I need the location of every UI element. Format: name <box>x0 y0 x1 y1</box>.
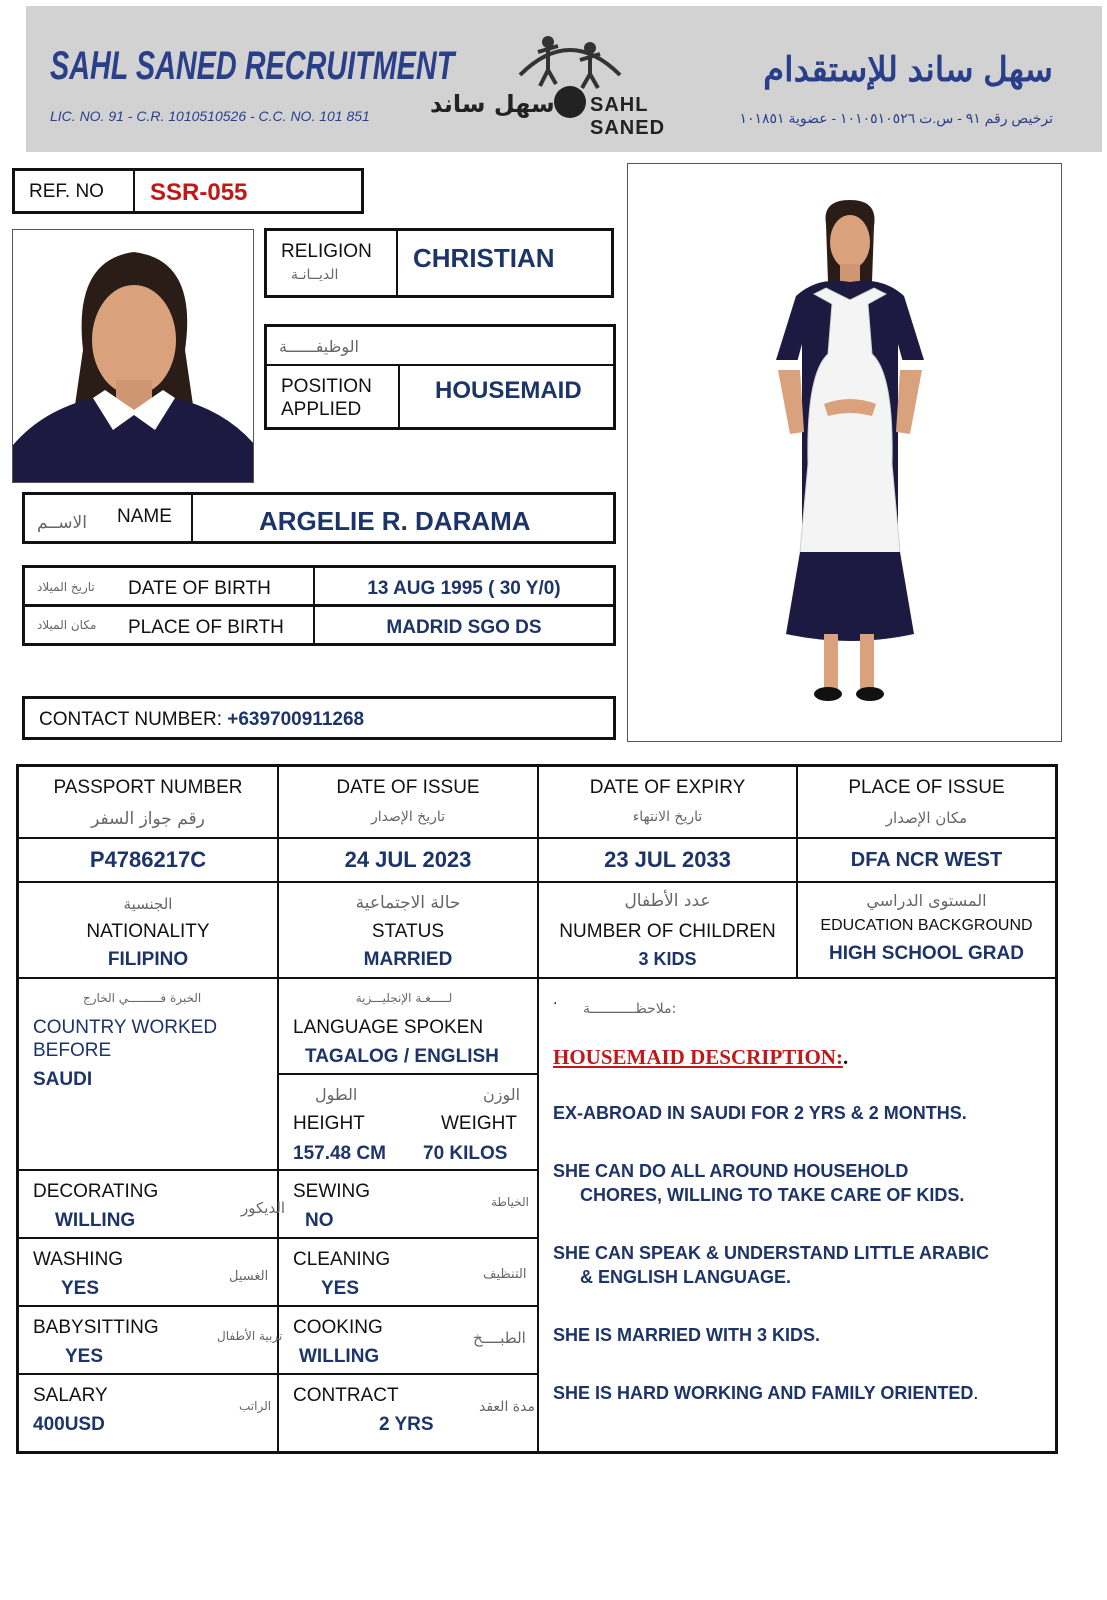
description-heading: HOUSEMAID DESCRIPTION:. <box>553 1045 849 1069</box>
skill-label-ar-decorating: الديكور <box>241 1199 286 1217</box>
skill-label-cleaning: CLEANING <box>293 1249 391 1270</box>
contact-number: +639700911268 <box>221 709 365 730</box>
skill-label-ar-cleaning: التنظيف <box>483 1267 527 1282</box>
skill-label-ar-cooking: الطبــــخ <box>473 1329 526 1347</box>
expiry-date: 23 JUL 2033 <box>604 847 731 872</box>
height-value: 157.48 CM <box>293 1143 386 1164</box>
nationality-label: NATIONALITY <box>86 921 210 942</box>
status-label-ar: حالة الاجتماعية <box>355 893 461 913</box>
company-name-en: SAHL SANED RECRUITMENT <box>50 44 455 88</box>
pob-value: MADRID SGO DS <box>386 617 542 638</box>
place-of-issue-label-ar: مكان الإصدار <box>885 809 968 827</box>
description-line-5: & ENGLISH LANGUAGE. <box>580 1267 792 1287</box>
children-value: 3 KIDS <box>638 949 697 969</box>
description-line-1: EX-ABROAD IN SAUDI FOR 2 YRS & 2 MONTHS. <box>553 1103 967 1123</box>
details-table <box>16 764 1058 1454</box>
status-label: STATUS <box>371 921 445 942</box>
skill-label-cooking: COOKING <box>293 1317 383 1338</box>
issue-date: 24 JUL 2023 <box>344 847 472 872</box>
dob-label-ar: تاريخ الميلاد <box>37 580 95 594</box>
expiry-date-label: DATE OF EXPIRY <box>589 777 746 798</box>
contract-label-ar: مدة العقد <box>479 1399 535 1415</box>
company-logo <box>430 20 710 139</box>
education-label: EDUCATION BACKGROUND <box>820 917 1033 934</box>
education-label-ar: المستوى الدراسي <box>866 891 987 910</box>
license-info-ar: ترخيص رقم ٩١ - س.ت ١٠١٠٥١٠٥٢٦ - عضوية ١٠١٨٥١ <box>739 110 1053 126</box>
skill-value-cleaning: YES <box>321 1278 360 1299</box>
applicant-name: ARGELIE R. DARAMA <box>259 506 531 536</box>
license-info-en: LIC. NO. 91 - C.R. 1010510526 - C.C. NO. 101 851 <box>50 108 370 124</box>
experience-value: SAUDI <box>33 1069 93 1090</box>
place-of-issue: DFA NCR WEST <box>850 849 1003 871</box>
birth-box <box>22 565 616 646</box>
company-name-ar: سهل ساند للإستقدام <box>763 51 1053 89</box>
description-line-6: SHE IS MARRIED WITH 3 KIDS. <box>553 1325 821 1345</box>
children-label: NUMBER OF CHILDREN <box>559 921 776 942</box>
passport-number: P4786217C <box>89 847 207 872</box>
place-of-issue-label: PLACE OF ISSUE <box>848 777 1005 798</box>
skill-value-washing: YES <box>61 1278 100 1299</box>
skill-value-cooking: WILLING <box>299 1346 380 1367</box>
skill-label-washing: WASHING <box>33 1249 124 1270</box>
skill-label-ar-babysitting: تربية الأطفال <box>217 1329 283 1343</box>
position-value: HOUSEMAID <box>435 377 582 404</box>
skill-value-decorating: WILLING <box>55 1210 136 1231</box>
children-label-ar: عدد الأطفال <box>624 891 711 911</box>
religion-label: RELIGION <box>281 241 372 262</box>
contact-label: CONTACT NUMBER: <box>39 709 222 730</box>
logo-text-ar: سهل ساند <box>430 90 555 118</box>
skill-label-ar-sewing: الخياطة <box>491 1195 529 1209</box>
face-photo-image <box>13 230 254 483</box>
expiry-date-label-ar: تاريخ الانتهاء <box>632 809 703 825</box>
salary-value: 400USD <box>33 1414 105 1435</box>
pob-label: PLACE OF BIRTH <box>128 617 284 638</box>
language-label: LANGUAGE SPOKEN <box>293 1017 484 1038</box>
description-line-7: SHE IS HARD WORKING AND FAMILY ORIENTED. <box>553 1383 979 1403</box>
nationality-value: FILIPINO <box>107 949 189 970</box>
full-body-photo-image <box>628 164 1062 742</box>
nationality-label-ar: الجنسية <box>123 895 173 913</box>
ref-label: REF. NO <box>29 181 104 202</box>
language-value: TAGALOG / ENGLISH <box>305 1046 499 1067</box>
full-body-photo <box>627 163 1062 742</box>
education-value: HIGH SCHOOL GRAD <box>829 943 1024 964</box>
height-label: HEIGHT <box>293 1113 365 1134</box>
name-label: NAME <box>117 506 172 527</box>
skill-value-babysitting: YES <box>65 1346 104 1367</box>
weight-value: 70 KILOS <box>423 1143 508 1164</box>
experience-label-line2: BEFORE <box>33 1040 112 1061</box>
description-line-3: CHORES, WILLING TO TAKE CARE OF KIDS. <box>580 1185 965 1205</box>
description-line-4: SHE CAN SPEAK & UNDERSTAND LITTLE ARABIC <box>553 1243 990 1263</box>
passport-number-label: PASSPORT NUMBER <box>53 777 243 798</box>
description-line-2: SHE CAN DO ALL AROUND HOUSEHOLD <box>553 1161 909 1181</box>
religion-label-ar: الديــانـة <box>291 267 339 283</box>
dob-label: DATE OF BIRTH <box>128 578 271 599</box>
salary-label-ar: الراتب <box>239 1399 272 1413</box>
weight-label-ar: الوزن <box>483 1085 521 1104</box>
position-label-line2: APPLIED <box>281 399 362 420</box>
skill-label-sewing: SEWING <box>293 1181 371 1202</box>
experience-label-ar: الخبرة فـــــــــي الخارج <box>83 991 202 1005</box>
contact-box <box>22 696 616 740</box>
name-box <box>22 492 616 544</box>
remarks-dot: . <box>553 991 558 1008</box>
issue-date-label-ar: تاريخ الإصدار <box>370 809 446 825</box>
language-label-ar: لـــــغـة الإنجليـــزية <box>355 991 453 1005</box>
passport-number-label-ar: رقم جواز السفر <box>91 809 205 829</box>
dob-value: 13 AUG 1995 ( 30 Y/0) <box>367 578 561 599</box>
weight-label: WEIGHT <box>441 1113 517 1134</box>
position-box <box>264 324 616 430</box>
pob-label-ar: مكان الميلاد <box>37 618 97 632</box>
contract-label: CONTRACT <box>293 1385 399 1406</box>
skill-value-sewing: NO <box>305 1210 334 1231</box>
experience-label-line1: COUNTRY WORKED <box>33 1017 218 1038</box>
skill-label-ar-washing: الغسيل <box>229 1269 269 1284</box>
logo-text-en: SAHL SANED <box>590 94 666 139</box>
name-label-ar: الاســم <box>37 513 87 533</box>
skill-label-decorating: DECORATING <box>33 1181 159 1202</box>
remarks-label-ar: ملاحظـــــــــــة: <box>583 1001 677 1017</box>
face-photo <box>12 229 254 483</box>
ref-box <box>12 168 364 214</box>
religion-value: CHRISTIAN <box>413 243 555 273</box>
position-label-line1: POSITION <box>281 376 372 397</box>
position-label-ar: الوظيفــــــة <box>279 337 359 356</box>
contract-value: 2 YRS <box>379 1414 434 1435</box>
skill-label-babysitting: BABYSITTING <box>33 1317 159 1338</box>
height-label-ar: الطول <box>315 1085 358 1104</box>
religion-box <box>264 228 614 298</box>
salary-label: SALARY <box>33 1385 108 1406</box>
issue-date-label: DATE OF ISSUE <box>336 777 480 798</box>
status-value: MARRIED <box>363 949 453 970</box>
ref-number: SSR-055 <box>150 179 248 206</box>
